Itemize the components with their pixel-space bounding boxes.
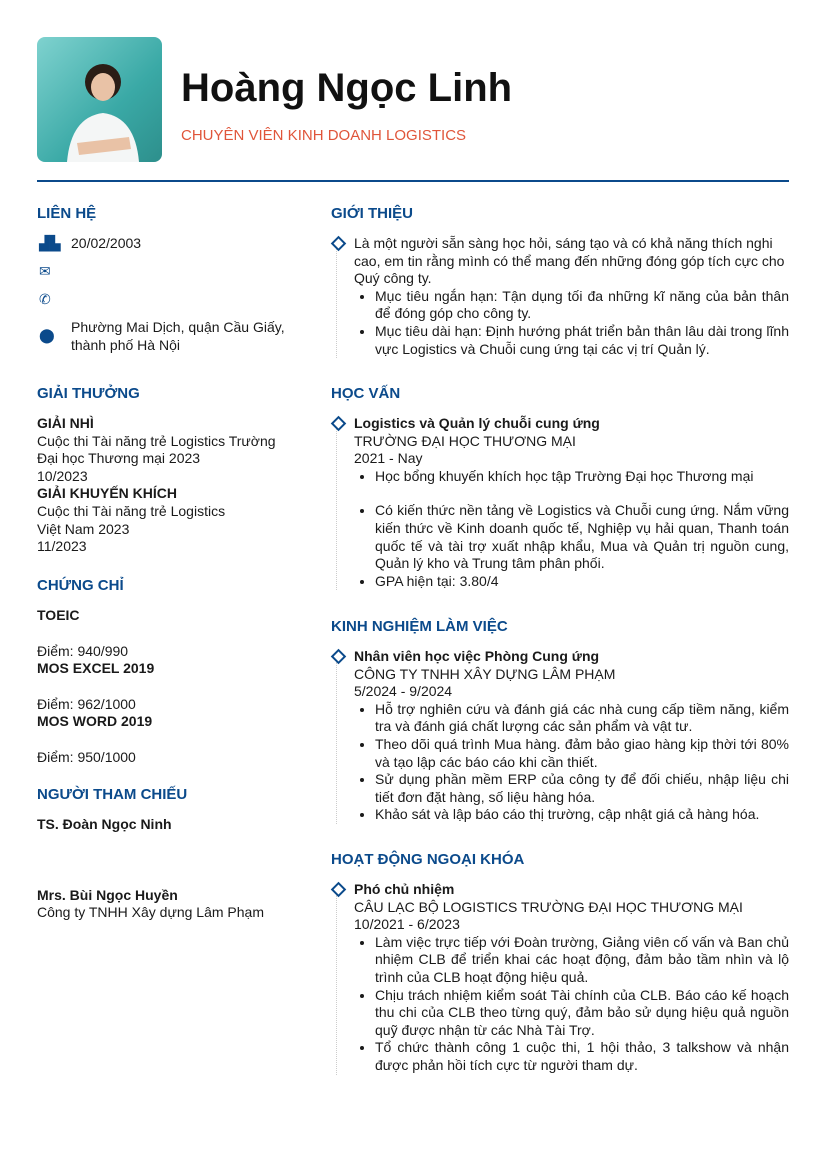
award-desc: Cuộc thi Tài năng trẻ Logistics Trường Đại học Thương mại 2023 (37, 432, 276, 467)
birthday-cake-icon: ▟▙ (39, 235, 61, 251)
activity-bullet: • Làm việc trực tiếp với Đoàn trường, Giảng viên cố vấn và Ban chủ nhiệm CLB để triển khai các hoạt động, đảm bảo tầm nhìn và lộ trình của CLB hoạt động hiệu quả. (375, 934, 789, 987)
profile-photo (37, 37, 162, 162)
education-period: 2021 - Nay (354, 450, 423, 467)
section-heading: KINH NGHIỆM LÀM VIỆC (331, 618, 508, 635)
cert-score: Điểm: 962/1000 (37, 695, 136, 712)
cert-name: MOS EXCEL 2019 (37, 660, 155, 677)
activity-period: 10/2021 - 6/2023 (354, 916, 460, 933)
candidate-name: Hoàng Ngọc Linh (181, 66, 513, 110)
section-heading: GIẢI THƯỞNG (37, 385, 140, 402)
location-pin-icon: ⬤ (39, 327, 55, 343)
job-title: CHUYÊN VIÊN KINH DOANH LOGISTICS (181, 127, 467, 144)
education-school: TRƯỜNG ĐẠI HỌC THƯƠNG MẠI (354, 432, 576, 449)
certificates-section (37, 577, 302, 767)
intro-section (331, 205, 789, 358)
reference-name: Mrs. Bùi Ngọc Huyền (37, 886, 178, 903)
activity-org: CÂU LẠC BỘ LOGISTICS TRƯỜNG ĐẠI HỌC THƯƠNG MẠI (354, 898, 743, 915)
cert-score: Điểm: 940/990 (37, 642, 129, 659)
education-section (331, 385, 789, 590)
award-date: 10/2023 (37, 467, 88, 484)
address: Phường Mai Dịch, quận Cầu Giấy, thành phố Hà Nội (71, 319, 285, 353)
intro-text: Là một người sẵn sàng học hỏi, sáng tạo và có khả năng thích nghi cao, em tin rằng mình có thể mang đến những đóng góp tích cực cho Quý công ty. (354, 235, 785, 287)
birthday: 20/02/2003 (71, 235, 142, 251)
experience-bullet: • Theo dõi quá trình Mua hàng. đảm bảo giao hàng kịp thời tới 80% và tạo lập các báo cáo khi cần thiết. (375, 736, 789, 771)
header-divider (37, 180, 789, 182)
award-date: 11/2023 (37, 538, 87, 555)
diamond-bullet-icon (331, 236, 347, 252)
award-desc: Cuộc thi Tài năng trẻ Logistics Việt Nam 2023 (37, 502, 226, 537)
education-major: Logistics và Quản lý chuỗi cung ứng (354, 415, 600, 431)
diamond-bullet-icon (331, 882, 347, 898)
activity-bullet: • Chịu trách nhiệm kiểm soát Tài chính của CLB. Báo cáo kế hoạch thu chi của CLB theo từng quý, đảm bảo sử dụng hiệu quả nguồn quỹ được nhận từ các Nhà Tài Trợ. (375, 987, 789, 1040)
section-heading: GIỚI THIỆU (331, 205, 413, 222)
section-heading: HOẠT ĐỘNG NGOẠI KHÓA (331, 851, 525, 868)
activity-bullet: • Tổ chức thành công 1 cuộc thi, 1 hội thảo, 3 talkshow và nhận được phản hồi tích cực từ người tham dự. (375, 1039, 789, 1074)
experience-bullet: • Khảo sát và lập báo cáo thị trường, cập nhật giá cả hàng hóa. (375, 806, 789, 824)
experience-period: 5/2024 - 9/2024 (354, 683, 453, 700)
award-title: GIẢI NHÌ (37, 415, 94, 431)
award-title: GIẢI KHUYẾN KHÍCH (37, 485, 178, 502)
experience-position: Nhân viên học việc Phòng Cung ứng (354, 648, 600, 664)
awards-section (37, 385, 302, 556)
intro-bullet: • Mục tiêu dài hạn: Định hướng phát triển bản thân lâu dài trong lĩnh vực Logistics và Chuỗi cung ứng tại các vị trí Quản lý. (375, 323, 789, 358)
reference-org: Công ty TNHH Xây dựng Lâm Phạm (37, 904, 264, 921)
section-heading: NGƯỜI THAM CHIẾU (37, 786, 188, 803)
cert-score: Điểm: 950/1000 (37, 748, 136, 765)
activity-position: Phó chủ nhiệm (354, 881, 455, 897)
education-bullet: • Học bổng khuyến khích học tập Trường Đại học Thương mại (375, 468, 789, 486)
email-icon: ✉ (39, 263, 51, 279)
section-heading: HỌC VẤN (331, 385, 401, 402)
section-heading: CHỨNG CHỈ (37, 577, 124, 594)
education-bullet: • Có kiến thức nền tảng về Logistics và Chuỗi cung ứng. Nắm vững kiến thức về Kinh doanh quốc tế, Nghiệp vụ hải quan, Thanh toán quốc tế và tài trợ xuất nhập khẩu, Mua và Quản trị nguồn cung, Quản lý kho và Trung tâm phân phối. (375, 502, 789, 572)
section-heading: LIÊN HỆ (37, 205, 97, 222)
intro-bullet: • Mục tiêu ngắn hạn: Tận dụng tối đa những kĩ năng của bản thân để đóng góp cho công ty. (375, 288, 789, 323)
cert-name: MOS WORD 2019 (37, 713, 153, 730)
education-bullet: • GPA hiện tại: 3.80/4 (375, 573, 789, 591)
diamond-bullet-icon (331, 649, 347, 665)
references-section (37, 786, 302, 922)
contact-section (37, 205, 302, 364)
reference-name: TS. Đoàn Ngọc Ninh (37, 816, 172, 832)
experience-bullet: • Hỗ trợ nghiên cứu và đánh giá các nhà cung cấp tiềm năng, kiểm tra và đánh giá chất lượng các sản phẩm và vật tư. (375, 701, 789, 736)
activities-section (331, 851, 789, 1075)
experience-bullet: • Sử dụng phần mềm ERP của công ty để đối chiếu, nhập liệu chi tiết đơn đặt hàng, số liệu hàng hóa. (375, 771, 789, 806)
phone-icon: ✆ (39, 291, 51, 307)
cert-name: TOEIC (37, 607, 80, 623)
experience-company: CÔNG TY TNHH XÂY DỰNG LÂM PHẠM (354, 665, 616, 682)
experience-section (331, 618, 789, 824)
diamond-bullet-icon (331, 416, 347, 432)
